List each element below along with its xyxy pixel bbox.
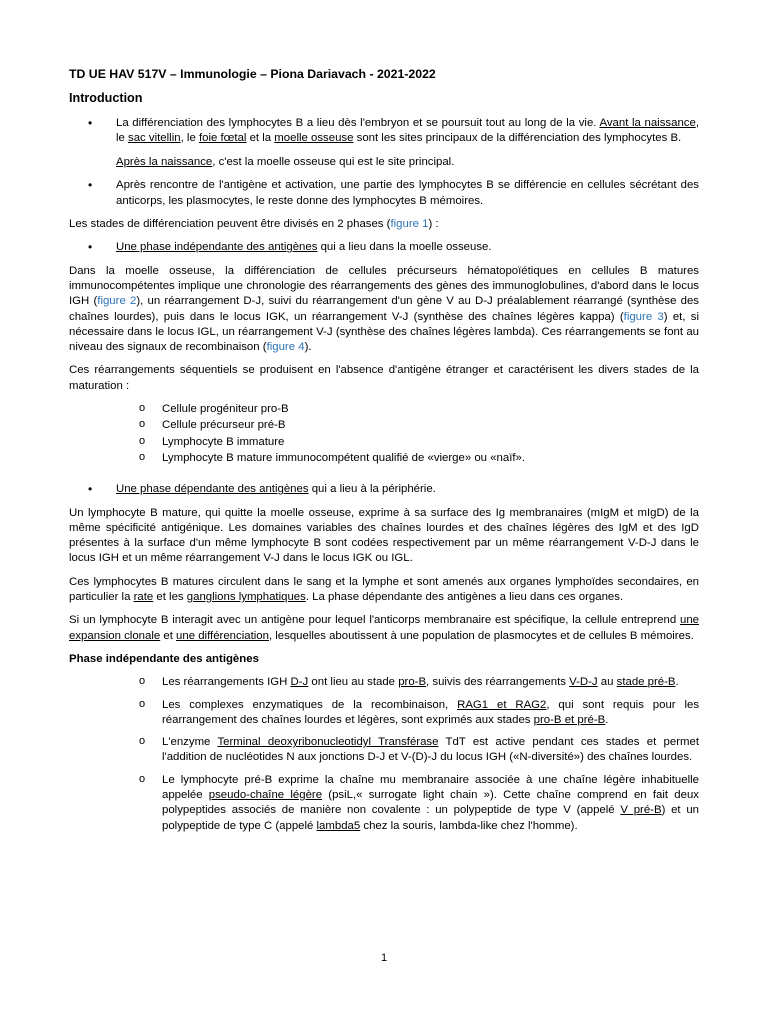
list-item: o Les complexes enzymatiques de la recombinaison, RAG1 et RAG2, qui sont requis pour les réarrangement des chaînes lourdes et légères, sont exprimés aux stades pro-B et pré-B.	[69, 698, 699, 729]
phase-bullet-dependante: • Une phase dépendante des antigènes qui a lieu à la périphérie.	[69, 482, 699, 497]
paragraph-moelle-osseuse: Dans la moelle osseuse, la différenciation de cellules précurseurs hématopoïétiques en cellules B matures immunocompétentes implique une chronologie des réarrangements des gènes des immunoglobulines, d'abord dans le locus IGH (figure 2), un réarrangement D-J, suivi du réarrangement d'un gène V au D-J préalablement réarrangé (synthèse des chaînes lourdes), puis dans le locus IGK, un réarrangement V-J (synthèse des chaînes légères kappa) (figure 3) et, si nécessaire dans le locus IGL, un réarrangement V-J (synthèse des chaînes légères lambda). Ces réarrangements se font au niveau des signaux de recombinaison (figure 4).	[69, 264, 700, 354]
underlined-term: V-D-J	[569, 676, 598, 689]
underlined-term: pseudo-chaîne légère	[208, 788, 323, 801]
maturation-stages-list	[69, 402, 699, 466]
underlined-term: pro-B et pré-B	[533, 713, 606, 726]
page-number: 1	[380, 952, 388, 964]
underlined-term: rate	[133, 591, 154, 604]
paragraph-sequentiel: Ces réarrangements séquentiels se produisent en l'absence d'antigène étranger et caractérisent les divers stades de la maturation :	[69, 364, 699, 392]
figure-link[interactable]: figure 4	[266, 341, 305, 354]
underlined-term: Une phase dépendante des antigènes	[116, 483, 309, 496]
list-item: o Cellule précurseur pré-B	[69, 418, 699, 433]
underlined-term: Une phase indépendante des antigènes	[116, 241, 318, 254]
underlined-term: V pré-B	[620, 804, 662, 817]
paragraph-interagit: Si un lymphocyte B interagit avec un antigène pour lequel l'anticorps membranaire est spécifique, la cellule entreprend une expansion clonale et une différenciation, lesquelles aboutissent à une population de plasmocytes et de cellules B mémoires.	[69, 614, 699, 642]
figure-link[interactable]: figure 2	[97, 295, 137, 308]
intro-bullet-activation: • Après rencontre de l'antigène et activation, une partie des lymphocytes B se différencie en cellules sécrétant des anticorps, les plasmocytes, le reste donne des lymphocytes B mémoires.	[69, 178, 699, 209]
phase-independante-list	[69, 675, 699, 834]
underlined-term: sac vitellin	[128, 131, 181, 144]
list-item: o Lymphocyte B immature	[69, 435, 699, 450]
list-item: o Cellule progéniteur pro-B	[69, 402, 699, 417]
underlined-term: foie fœtal	[198, 131, 247, 144]
list-item: o Lymphocyte B mature immunocompétent qualifié de «vierge» ou «naïf».	[69, 451, 699, 466]
underlined-term: D-J	[290, 676, 309, 689]
list-item: o Les réarrangements IGH D-J ont lieu au stade pro-B, suivis des réarrangements V-D-J au stade pré-B.	[69, 675, 699, 690]
document-title: TD UE HAV 517V – Immunologie – Piona Dariavach - 2021-2022	[69, 67, 436, 81]
figure-link[interactable]: figure 1	[390, 218, 429, 231]
underlined-term: une différenciation	[176, 629, 269, 642]
underlined-term: Avant la naissance	[599, 116, 696, 129]
phase-bullet-independante: • Une phase indépendante des antigènes qui a lieu dans la moelle osseuse.	[69, 240, 699, 255]
phase1-bullet-list	[69, 240, 699, 255]
underlined-term: stade pré-B	[616, 676, 676, 689]
figure-link[interactable]: figure 3	[623, 310, 664, 323]
underlined-term: une expansion clonale	[69, 614, 699, 642]
underlined-term: RAG1 et RAG2,	[457, 698, 550, 711]
underlined-term: Après la naissance	[116, 156, 213, 169]
section-title-introduction: Introduction	[69, 91, 143, 106]
intro-bullet-list	[69, 116, 699, 209]
phase2-bullet-list	[69, 482, 699, 497]
paragraph-stades: Les stades de différenciation peuvent être divisés en 2 phases (figure 1) :	[69, 218, 439, 231]
paragraph-circulent: Ces lymphocytes B matures circulent dans le sang et la lymphe et sont amenés aux organes lymphoïdes secondaires, en particulier la rate et les ganglions lymphatiques. La phase dépendante des antigènes a lieu dans ces organes.	[69, 575, 699, 604]
list-item: o Le lymphocyte pré-B exprime la chaîne mu membranaire associée à une chaîne légère inhabituelle appelée pseudo-chaîne légère (psiL,« surrogate light chain »). Cette chaîne comprend en fait deux polypeptides associés de manière non covalente : un polypeptide de type V (appelé V pré-B) et un polypeptide de type C (appelé lambda5 chez la souris, lambda-like chez l'homme).	[69, 773, 699, 834]
underlined-term: pro-B	[398, 676, 427, 689]
underlined-term: moelle osseuse	[274, 131, 354, 144]
subsection-title-phase-independante: Phase indépendante des antigènes	[69, 652, 259, 665]
intro-bullet-subparagraph: Après la naissance, c'est la moelle osseuse qui est le site principal.	[116, 156, 455, 169]
underlined-term: Terminal deoxyribonucleotidyl Transférase	[217, 736, 439, 749]
underlined-term: lambda5	[316, 819, 361, 832]
underlined-term: ganglions lymphatiques	[186, 591, 306, 604]
list-item: o L'enzyme Terminal deoxyribonucleotidyl Transférase TdT est active pendant ces stades et permet l'addition de nucléotides N aux jonctions D-J et V-(D)-J du locus IGH («N-diversité») des chaînes lourdes.	[69, 735, 699, 766]
intro-bullet-differenciation: • La différenciation des lymphocytes B a lieu dès l'embryon et se poursuit tout au long de la vie. Avant la naissance, le sac vitellin, le foie fœtal et la moelle osseuse sont les sites principaux de la différenciation des lymphocytes B. Après la naissance, c'est la moelle osseuse qui est le site principal.	[69, 116, 699, 171]
paragraph-lymphocyte-mature: Un lymphocyte B mature, qui quitte la moelle osseuse, exprime à sa surface des Ig membranaires (mIgM et mIgD) de la même spécificité antigénique. Les domaines variables des chaînes lourdes et des chaînes légères des IgM et des IgD présentes à la surface d'un même lymphocyte B sont codées respectivement par un même réarrangement V-D-J dans le locus IGH et un même réarrangement V-J dans le locus IGK ou IGL.	[69, 506, 699, 565]
